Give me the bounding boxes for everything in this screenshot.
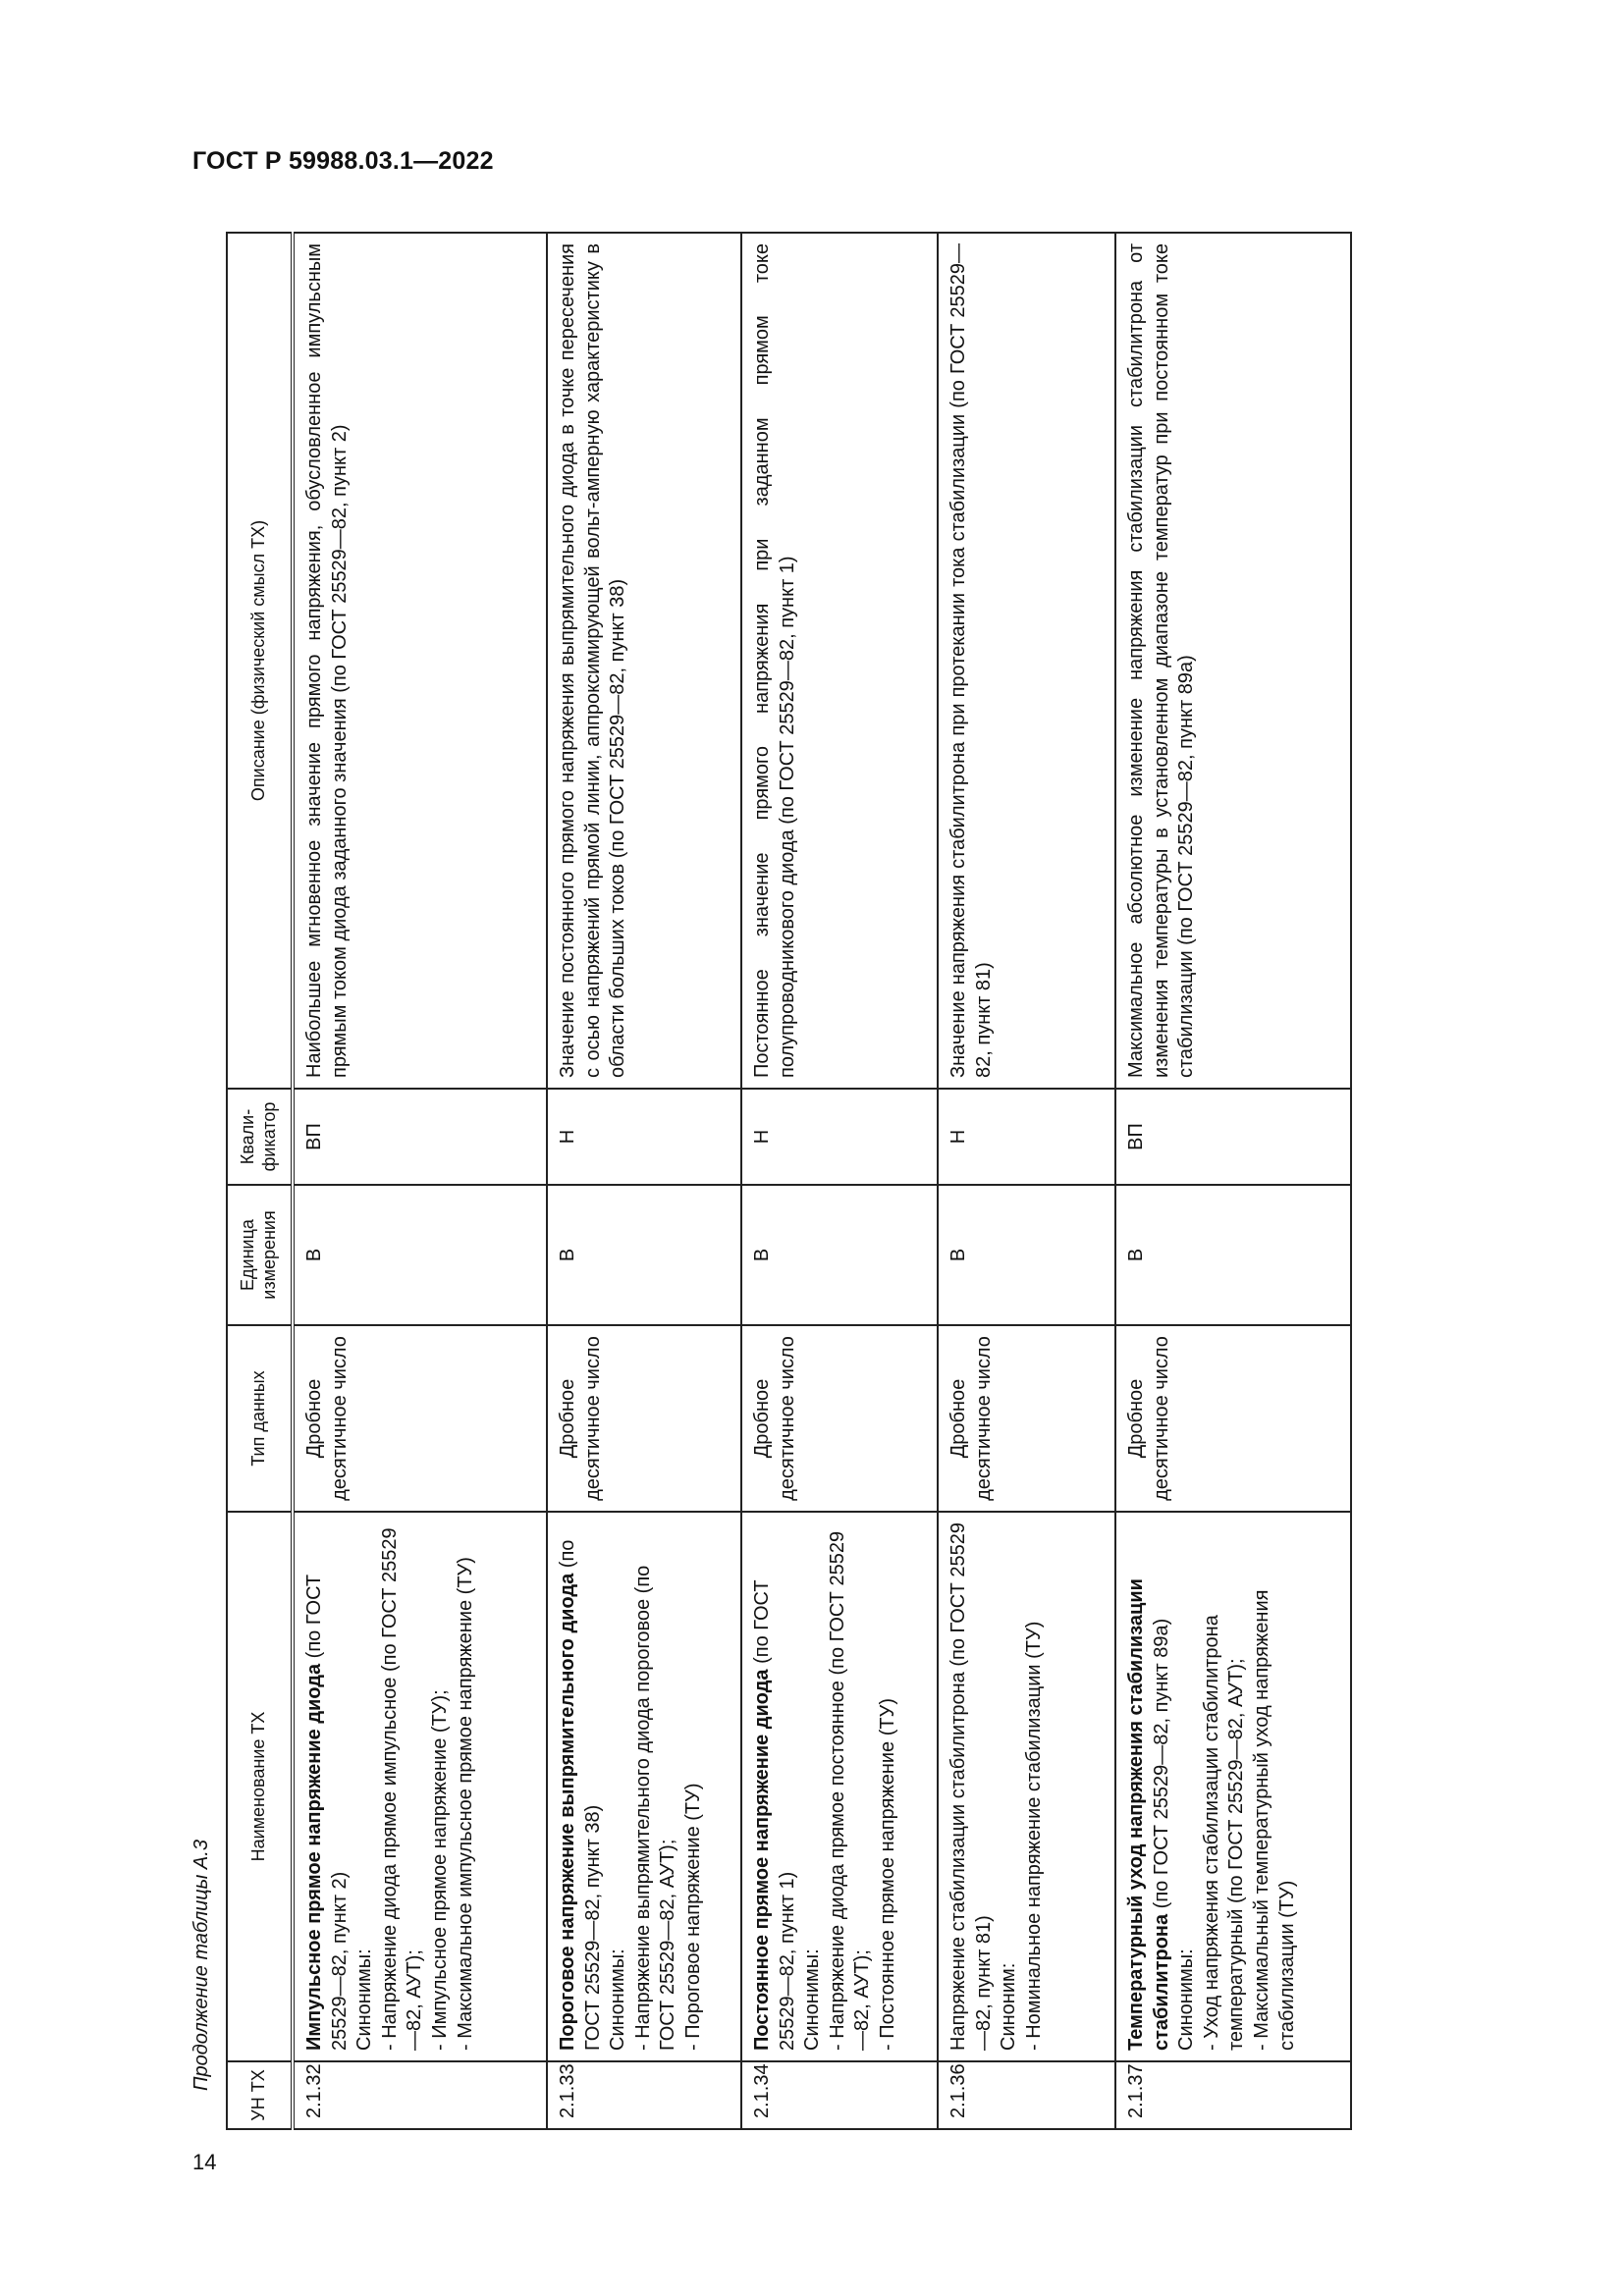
row-description: Значение постоянного прямого напряжения выпрямительного диода в точке пересечения с осью напряжений прямой линии, аппроксимирующей вольт-амперную характеристику в области больших токов (по ГОСТ 25529—82, пункт 38) [547,233,741,1089]
table-row [741,233,938,2129]
row-unit: В [1115,1185,1351,1325]
table-row [938,233,1115,2129]
row-unit: В [293,1185,547,1325]
row-qualifier: Н [938,1089,1115,1185]
synonym-item: - Постоянное прямое напряжение (ТУ) [876,1698,898,2051]
header-unit: Единица измерения [227,1185,293,1325]
row-qualifier: Н [547,1089,741,1185]
row-name-ref: (по ГОСТ 25529—82, пункт 2) [303,1574,351,2051]
row-name-ref: (по ГОСТ 25529—82, пункт 38) [557,1539,604,2051]
row-description: Наибольшее мгновенное значение прямого напряжения, обусловленное импульсным прямым током диода заданного значения (по ГОСТ 25529—82, пункт 2) [293,233,547,1089]
table-continuation-caption: Продолжение таблицы А.3 [190,1840,212,2091]
row-name-cell [1115,1512,1351,2061]
table-row [1115,233,1351,2129]
synonym-item: - Импульсное прямое напряжение (ТУ); [428,1689,451,2051]
characteristics-table [226,232,1352,2130]
synonyms-label: Синоним: [998,1962,1020,2051]
row-datatype: Дробное десятичное число [1115,1325,1351,1512]
row-qualifier: Н [741,1089,938,1185]
header-name: Наименование ТХ [227,1512,293,2061]
row-name-ref: (по ГОСТ 25529—82, пункт 1) [751,1579,798,2051]
row-name-cell [741,1512,938,2061]
header-qualifier: Квали-фикатор [227,1089,293,1185]
table-header-row [227,233,293,2129]
row-code: 2.1.36 [938,2061,1115,2129]
row-name-ref: Напряжение стабилизации стабилитрона (по ГОСТ 25529—82, пункт 81) [947,1522,995,2051]
page-number: 14 [192,2150,217,2174]
row-datatype: Дробное десятичное число [547,1325,741,1512]
synonym-item: - Уход напряжения стабилизации стабилитрона температурный (по ГОСТ 25529—82, АУТ); [1200,1615,1248,2051]
synonym-item: - Напряжение диода прямое импульсное (по ГОСТ 25529—82, АУТ); [378,1527,426,2051]
table-row [547,233,741,2129]
synonyms-label: Синонимы: [801,1949,824,2051]
row-name-cell [293,1512,547,2061]
row-unit: В [547,1185,741,1325]
row-name-bold: Постоянное прямое напряжение диода [751,1669,773,2051]
row-code: 2.1.34 [741,2061,938,2129]
table-row [293,233,547,2129]
row-name-cell [938,1512,1115,2061]
synonym-item: - Пороговое напряжение (ТУ) [681,1783,704,2051]
document-header: ГОСТ Р 59988.03.1—2022 [192,147,494,175]
synonym-item: - Максимальное импульсное прямое напряжение (ТУ) [454,1557,476,2051]
row-name-bold: Пороговое напряжение выпрямительного диода [557,1573,578,2051]
row-name-bold: Импульсное прямое напряжение диода [303,1663,325,2051]
synonym-item: - Напряжение выпрямительного диода пороговое (по ГОСТ 25529—82, АУТ); [631,1565,679,2051]
row-unit: В [938,1185,1115,1325]
row-description: Максимальное абсолютное изменение напряжения стабилизации стабилитрона от изменения температуры в установленном диапазоне температур при постоянном токе стабилизации (по ГОСТ 25529—82, пункт 89а) [1115,233,1351,1089]
row-name-cell [547,1512,741,2061]
header-code: УН ТХ [227,2061,293,2129]
row-code: 2.1.37 [1115,2061,1351,2129]
row-qualifier: ВП [293,1089,547,1185]
synonyms-label: Синонимы: [607,1949,629,2051]
header-description: Описание (физический смысл ТХ) [227,233,293,1089]
row-code: 2.1.33 [547,2061,741,2129]
synonym-item: - Номинальное напряжение стабилизации (ТУ) [1022,1621,1045,2051]
row-name-bold: Температурный уход напряжения стабилизации стабилитрона [1125,1578,1172,2051]
synonyms-label: Синонимы: [1175,1949,1198,2051]
row-name-ref: (по ГОСТ 25529—82, пункт 89а) [1150,1618,1172,1914]
header-datatype: Тип данных [227,1325,293,1512]
row-description: Постоянное значение прямого напряжения при заданном прямом токе полупроводникового диода (по ГОСТ 25529—82, пункт 1) [741,233,938,1089]
rotated-table-container [226,234,1392,2130]
row-datatype: Дробное десятичное число [293,1325,547,1512]
row-unit: В [741,1185,938,1325]
row-datatype: Дробное десятичное число [741,1325,938,1512]
row-qualifier: ВП [1115,1089,1351,1185]
synonym-item: - Максимальный температурный уход напряжения стабилизации (ТУ) [1250,1589,1298,2051]
synonym-item: - Напряжение диода прямое постоянное (по ГОСТ 25529—82, АУТ); [826,1530,874,2051]
synonyms-label: Синонимы: [353,1949,376,2051]
row-description: Значение напряжения стабилитрона при протекании тока стабилизации (по ГОСТ 25529—82, пункт 81) [938,233,1115,1089]
row-code: 2.1.32 [293,2061,547,2129]
row-datatype: Дробное десятичное число [938,1325,1115,1512]
